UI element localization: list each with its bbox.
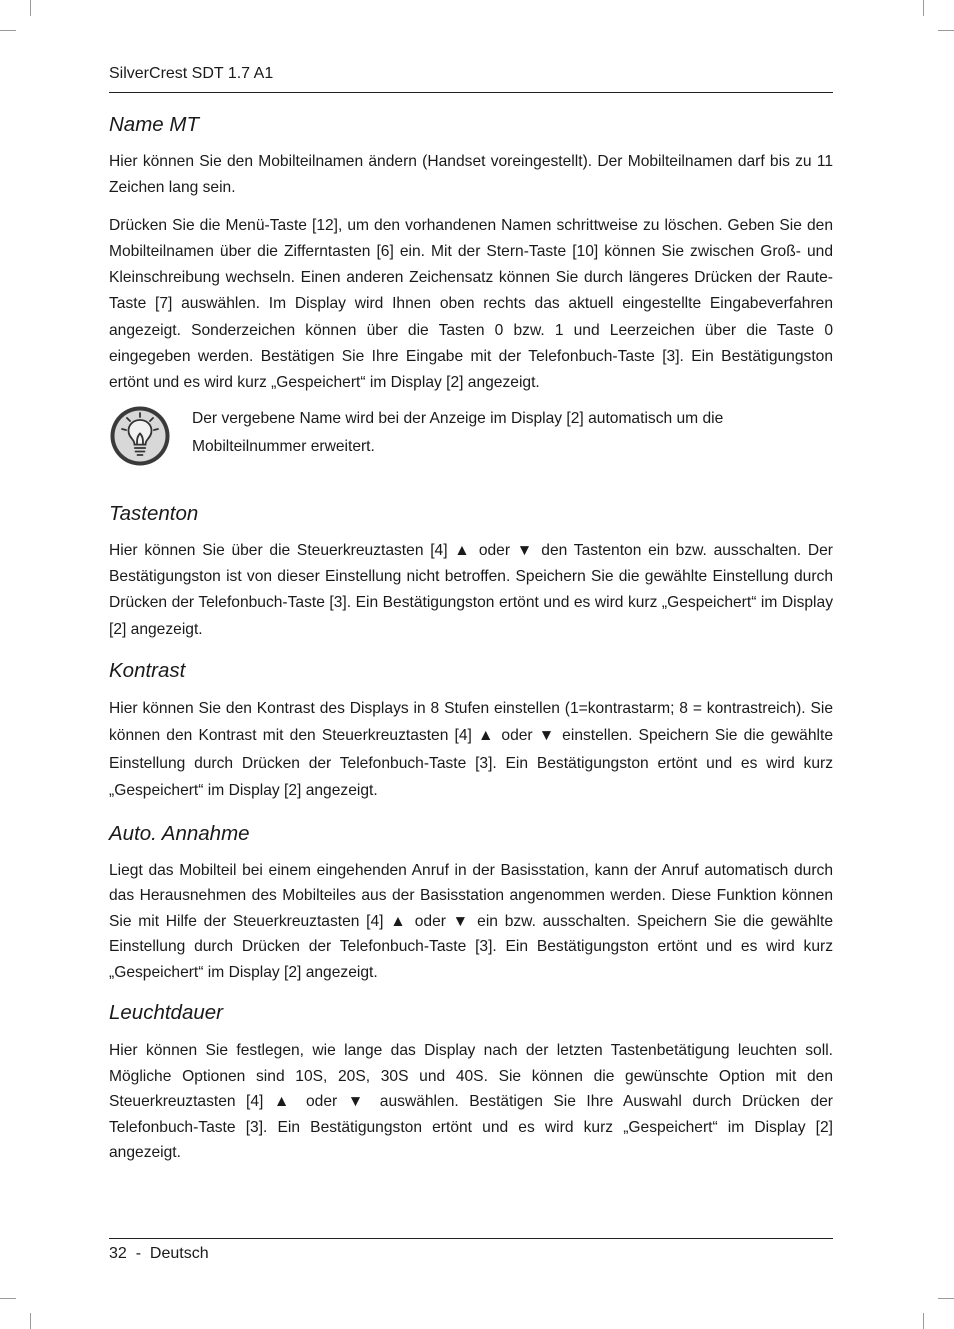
crop-mark bbox=[0, 1298, 16, 1299]
crop-mark bbox=[30, 1313, 31, 1329]
section-leuchtdauer bbox=[109, 998, 833, 1166]
section-tastenton bbox=[109, 499, 833, 643]
footer-rule bbox=[109, 1238, 833, 1239]
section-heading: Auto. Annahme bbox=[109, 821, 250, 845]
lightbulb-tip-icon bbox=[109, 405, 171, 467]
page-footer: 32 - Deutsch bbox=[109, 1245, 209, 1262]
crop-mark bbox=[923, 1313, 924, 1329]
paragraph: Hier können Sie über die Steuerkreuztasten [4] ▲ oder ▼ den Tastenton ein bzw. ausschalten. Der Bestätigungston ist von dieser Einstellung nicht betroffen. Speichern Sie die gewählte Einstellung durch Drücken der Telefonbuch-Taste [3]. Ein Bestätigungston ertönt und es wird kurz „Gespeichert“ im Display [2] angezeigt. bbox=[109, 541, 833, 638]
crop-mark bbox=[938, 1298, 954, 1299]
crop-mark bbox=[938, 30, 954, 31]
paragraph: Liegt das Mobilteil bei einem eingehenden Anruf in der Basisstation, kann der Anruf automatisch durch das Herausnehmen des Mobilteiles aus der Basisstation angenommen werden. Diese Funktion können Sie mit Hilfe der Steuerkreuztasten [4] ▲ oder ▼ ein bzw. ausschalten. Speichern Sie die gewählte Einstellung durch Drücken der Telefonbuch-Taste [3]. Ein Bestätigungston ertönt und es wird kurz „Gespeichert“ im Display [2] angezeigt. bbox=[109, 861, 833, 981]
tip-text: Der vergebene Name wird bei der Anzeige im Display [2] automatisch um die Mobilteilnummer erweitert. bbox=[192, 409, 724, 455]
paragraph: Hier können Sie den Mobilteilnamen ändern (Handset voreingestellt). Der Mobilteilnamen darf bis zu 11 Zeichen lang sein. bbox=[109, 153, 833, 197]
tip-note bbox=[109, 405, 833, 467]
paragraph: Drücken Sie die Menü-Taste [12], um den vorhandenen Namen schrittweise zu löschen. Geben Sie den Mobilteilnamen über die Zifferntasten [6] ein. Mit der Stern-Taste [10] können Sie zwischen Groß- und Kleinschreibung wechseln. Einen anderen Zeichensatz können Sie durch längeres Drücken der Raute-Taste [7] auswählen. Im Display wird Ihnen oben rechts das aktuell eingestellte Eingabeverfahren angezeigt. Sonderzeichen können über die Tasten 0 bzw. 1 und Leerzeichen über die Taste 0 eingegeben werden. Bestätigen Sie Ihre Eingabe mit der Telefonbuch-Taste [3]. Ein Bestätigungston ertönt und es wird kurz „Gespeichert“ im Display [2] angezeigt. bbox=[109, 216, 833, 392]
crop-mark bbox=[923, 0, 924, 16]
paragraph: Hier können Sie den Kontrast des Displays in 8 Stufen einstellen (1=kontrastarm; 8 = kontrastreich). Sie können den Kontrast mit den Steuerkreuztasten [4] ▲ oder ▼ einstellen. Speichern Sie die gewählte Einstellung durch Drücken der Telefonbuch-Taste [3]. Ein Bestätigungston ertönt und es wird kurz „Gespeichert“ im Display [2] angezeigt. bbox=[109, 699, 833, 800]
section-heading: Tastenton bbox=[109, 501, 199, 525]
header-rule bbox=[109, 92, 833, 93]
paragraph: Hier können Sie festlegen, wie lange das Display nach der letzten Tastenbetätigung leuchten soll. Mögliche Optionen sind 10S, 20S, 30S und 40S. Sie können die gewünschte Option mit den Steuerkreuztasten [4] ▲ oder ▼ auswählen. Bestätigen Sie Ihre Auswahl durch Drücken der Telefonbuch-Taste [3]. Ein Bestätigungston ertönt und es wird kurz „Gespeichert“ im Display [2] angezeigt. bbox=[109, 1042, 833, 1162]
running-header: SilverCrest SDT 1.7 A1 bbox=[109, 65, 274, 82]
section-heading: Name MT bbox=[109, 113, 199, 136]
section-kontrast bbox=[109, 656, 833, 805]
section-name-mt bbox=[109, 110, 833, 467]
crop-mark bbox=[30, 0, 31, 16]
page-content bbox=[109, 110, 833, 1166]
section-auto-annahme bbox=[109, 819, 833, 986]
section-heading: Leuchtdauer bbox=[109, 1001, 223, 1025]
section-heading: Kontrast bbox=[109, 658, 186, 682]
crop-mark bbox=[0, 30, 16, 31]
